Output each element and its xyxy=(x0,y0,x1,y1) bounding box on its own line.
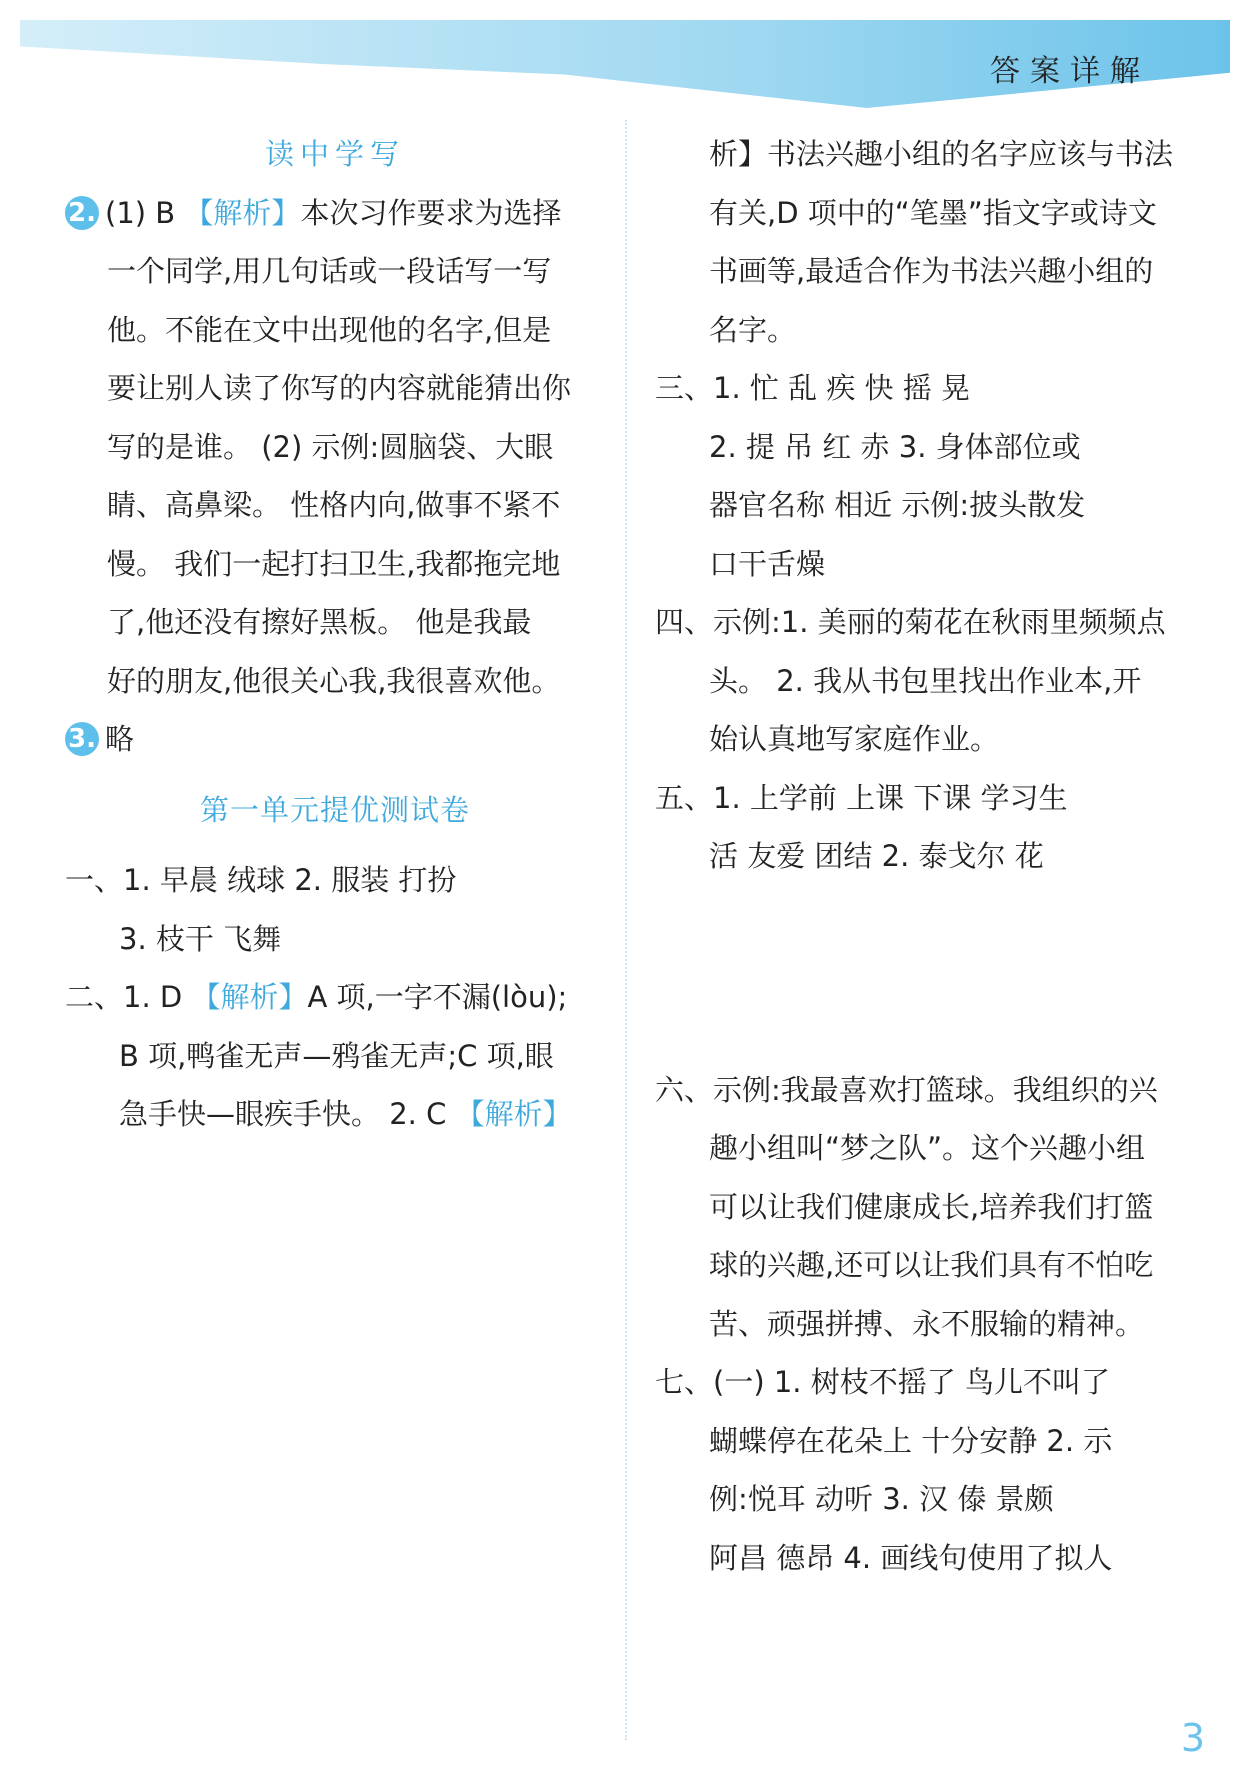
q2-line-7: 了,他还没有擦好黑板。 他是我最 xyxy=(107,605,532,639)
item-line-4: 急手快—眼疾手快。 2. C 【解析】 xyxy=(119,1097,572,1131)
item-line-1: 3. 枝干 飞舞 xyxy=(119,921,282,956)
right-line-6: 器官名称 相近 示例:披头散发 xyxy=(709,488,1086,522)
section-title-reading: 读中学写 xyxy=(264,137,405,171)
right-column xyxy=(655,125,1190,1587)
item-line-2: 二、1. D 【解析】A 项,一字不漏(lòu); xyxy=(65,980,568,1014)
right-line-12: 活 友爱 团结 2. 泰戈尔 花 xyxy=(709,839,1044,873)
right-line-11: 五、1. 上学前 上课 下课 学习生 xyxy=(655,780,1068,815)
q2-line-6: 慢。 我们一起打扫卫生,我都拖完地 xyxy=(107,546,561,581)
right-line-14: 趣小组叫“梦之队”。这个兴趣小组 xyxy=(709,1131,1146,1165)
left-column xyxy=(65,125,605,1144)
right-line-1: 有关,D 项中的“笔墨”指文字或诗文 xyxy=(709,195,1157,230)
q2-line-1: 一个同学,用几句话或一段话写一写 xyxy=(107,254,552,288)
q3-text: 略 xyxy=(105,722,135,756)
q2-line-5: 睛、高鼻梁。 性格内向,做事不紧不 xyxy=(107,488,561,522)
right-line-20: 例:悦耳 动听 3. 汉 傣 景颇 xyxy=(709,1482,1054,1516)
right-gap xyxy=(655,886,1190,1061)
section-title-test: 第一单元提优测试卷 xyxy=(199,792,470,827)
item-line-3: B 项,鸭雀无声—鸦雀无声;C 项,眼 xyxy=(119,1038,554,1073)
q2-line-2: 他。不能在文中出现他的名字,但是 xyxy=(107,312,552,347)
right-line-18: 七、(一) 1. 树枝不摇了 鸟儿不叫了 xyxy=(655,1365,1110,1399)
right-line-16: 球的兴趣,还可以让我们具有不怕吃 xyxy=(709,1248,1154,1282)
item-line-0: 一、1. 早晨 绒球 2. 服装 打扮 xyxy=(65,863,457,897)
q2-line-3: 要让别人读了你写的内容就能猜出你 xyxy=(107,371,572,405)
right-line-15: 可以让我们健康成长,培养我们打篮 xyxy=(709,1189,1154,1224)
q3-line xyxy=(65,710,605,769)
header-title: 答案详解 xyxy=(990,54,1150,89)
right-line-2: 书画等,最适合作为书法兴趣小组的 xyxy=(709,254,1154,288)
q2-line-4: 写的是谁。 (2) 示例:圆脑袋、大眼 xyxy=(107,429,554,464)
q3-badge: 3. xyxy=(65,722,99,756)
right-line-5: 2. 提 吊 红 赤 3. 身体部位或 xyxy=(709,429,1081,464)
right-line-17: 苦、顽强拼搏、永不服输的精神。 xyxy=(709,1306,1145,1341)
right-line-3: 名字。 xyxy=(709,312,797,347)
column-divider xyxy=(625,120,627,1740)
right-line-0: 析】书法兴趣小组的名字应该与书法 xyxy=(709,137,1174,171)
right-line-13: 六、示例:我最喜欢打篮球。我组织的兴 xyxy=(655,1072,1158,1107)
page-number: 3 xyxy=(1180,1716,1205,1760)
right-line-21: 阿昌 德昂 4. 画线句使用了拟人 xyxy=(709,1540,1113,1575)
q2-line-8: 好的朋友,他很关心我,我很喜欢他。 xyxy=(107,663,561,698)
q2-text-0: (1) B 【解析】本次习作要求为选择 xyxy=(105,195,562,230)
right-line-10: 始认真地写家庭作业。 xyxy=(709,722,1000,756)
right-line-7: 口干舌燥 xyxy=(709,546,826,581)
q2-badge: 2. xyxy=(65,196,99,230)
right-line-19: 蝴蝶停在花朵上 十分安静 2. 示 xyxy=(709,1423,1113,1458)
right-line-8: 四、示例:1. 美丽的菊花在秋雨里频频点 xyxy=(655,605,1166,639)
right-line-9: 头。 2. 我从书包里找出作业本,开 xyxy=(709,663,1142,698)
q2-line-0 xyxy=(65,184,605,243)
right-line-4: 三、1. 忙 乱 疾 快 摇 晃 xyxy=(655,371,970,405)
